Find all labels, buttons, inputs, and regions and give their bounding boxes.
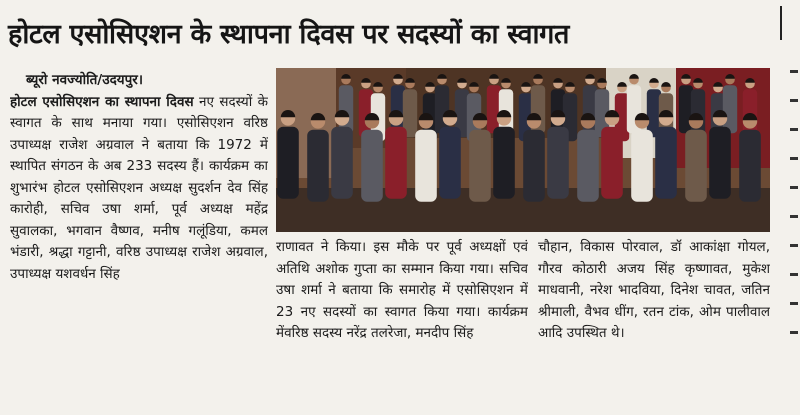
article-paragraph-2: राणावत ने किया। इस मौके पर पूर्व अध्यक्षों एवं अतिथि अशोक गुप्ता का सम्मान किया गया। सचिव उषा शर्मा ने बताया कि समारोह में एसोसिएशन में 23 नए सदस्यों का स्वागत किया गया। कार्यक्रम मेंवरिष्ठ सदस्य नरेंद्र तलरेजा, मनदीप सिंह [276, 239, 528, 341]
article-column-1 [10, 70, 268, 410]
byline: ब्यूरो नवज्योति/उदयपुर। [26, 72, 143, 88]
article-paragraph-3: चौहान, विकास पोरवाल, डॉ आकांक्षा गोयल, गौरव कोठारी अजय सिंह कृष्णावत, मुकेश माधवानी, नरेश भादविया, दिनेश चावत, जतिन श्रीमाली, वैभव धींग, रतन टांक, ओम पालीवाल आदि उपस्थित थे। [538, 239, 770, 341]
article-lead: होटल एसोसिएशन का स्थापना दिवस [10, 93, 194, 110]
column-divider [780, 6, 782, 40]
article-column-2 [276, 237, 528, 410]
group-photo-image [276, 68, 770, 232]
adjacent-article-edge [786, 70, 800, 410]
article-paragraph-1 [10, 70, 268, 285]
article-text-1: नए सदस्यों के स्वागत के साथ मनाया गया। एसोसिएशन वरिष्ठ उपाध्यक्ष राजेश अग्रवाल ने बताया कि 1972 में स्थापित संगठन के अब 233 सदस्य हैं। कार्यक्रम का शुभारंभ होटल एसोसिएशन अध्यक्ष सुदर्शन देव सिंह कारोही, सचिव उषा शर्मा, पूर्व अध्यक्ष महेंद्र सुवालका, भगवान वैष्णव, मनीष गलूंडिया, कमल भंडारी, श्रद्धा गट्टानी, वरिष्ठ उपाध्यक्ष राजेश अग्रवाल, उपाध्यक्ष यशवर्धन सिंह [10, 93, 268, 282]
article-column-3 [538, 237, 770, 410]
group-photo [276, 68, 770, 232]
headline: होटल एसोसिएशन के स्थापना दिवस पर सदस्यों का स्वागत [8, 19, 570, 50]
